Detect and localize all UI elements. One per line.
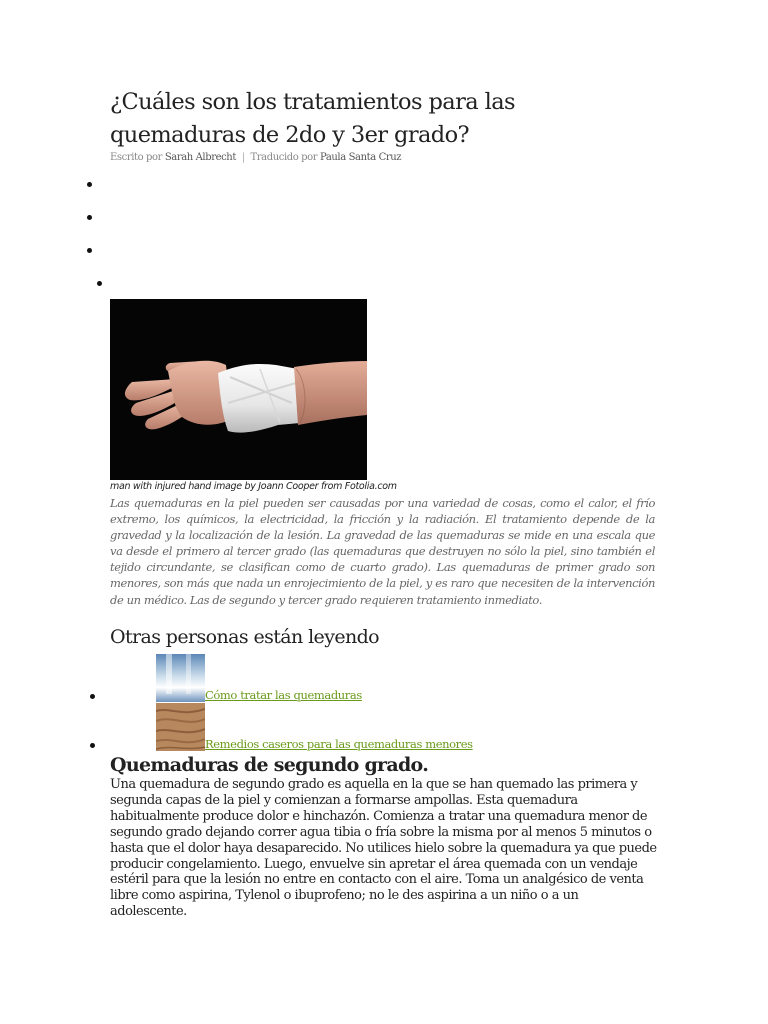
water-thumbnail-icon[interactable] [156, 654, 205, 702]
related-heading: Otras personas están leyendo [110, 626, 380, 648]
wood-thumbnail-icon[interactable] [156, 703, 205, 751]
related-link-treat-burns[interactable]: Cómo tratar las quemaduras [205, 688, 362, 702]
share-list-bullet [87, 248, 92, 253]
byline-translated-prefix: Traducido por [250, 152, 318, 163]
byline-translator[interactable]: Paula Santa Cruz [319, 152, 402, 163]
share-list-bullet [87, 182, 92, 187]
byline [110, 152, 401, 163]
intro-paragraph: Las quemaduras en la piel pueden ser causadas por una variedad de cosas, como el calor, el frío extremo, los químicos, la electricidad, la fricción y la radiación. El tratamiento depende de la gravedad y la localización de la lesión. La gravedad de las quemaduras se mide en una escala que va desde el primero al tercer grado (las quemaduras que destruyen no sólo la piel, sino también el tejido circundante, se clasifican como de cuarto grado). Las quemaduras de primer grado son menores, son más que nada un enrojecimiento de la piel, y es raro que necesiten de la intervención de un médico. Las de segundo y tercer grado requieren tratamiento inmediato. [110, 496, 655, 607]
share-list-bullet [87, 215, 92, 220]
byline-author[interactable]: Sarah Albrecht [164, 152, 236, 163]
section-paragraph: Una quemadura de segundo grado es aquella en la que se han quemado las primera y segunda capas de la piel y comienzan a formarse ampollas. Esta quemadura habitualmente produce dolor e hinchazón. Comienza a tratar una quemadura menor de segundo grado dejando correr agua tibia o fría sobre la misma por al menos 5 minutos o hasta que el dolor haya desaparecido. No utilices hielo sobre la quemadura ya que puede producir congelamiento. Luego, envuelve sin apretar el área quemada con un vendaje estéril para que la lesión no entre en contacto con el aire. Toma un analgésico de venta libre como aspirina, Tylenol o ibuprofeno; no le des aspirina a un niño o a un adolescente. [110, 777, 657, 920]
byline-separator: | [241, 152, 245, 163]
image-caption: man with injured hand image by Joann Cooper from Fotolia.com [110, 481, 397, 492]
related-link-home-remedies[interactable]: Remedios caseros para las quemaduras menores [205, 737, 473, 751]
injured-hand-image [110, 299, 367, 480]
article-photo [110, 299, 367, 480]
related-bullet [90, 694, 95, 699]
section-heading: Quemaduras de segundo grado. [110, 754, 429, 776]
article-title: ¿Cuáles son los tratamientos para las quemaduras de 2do y 3er grado? [110, 89, 515, 148]
share-list-bullet [97, 281, 102, 286]
related-bullet [90, 743, 95, 748]
byline-written-prefix: Escrito por [110, 152, 163, 163]
